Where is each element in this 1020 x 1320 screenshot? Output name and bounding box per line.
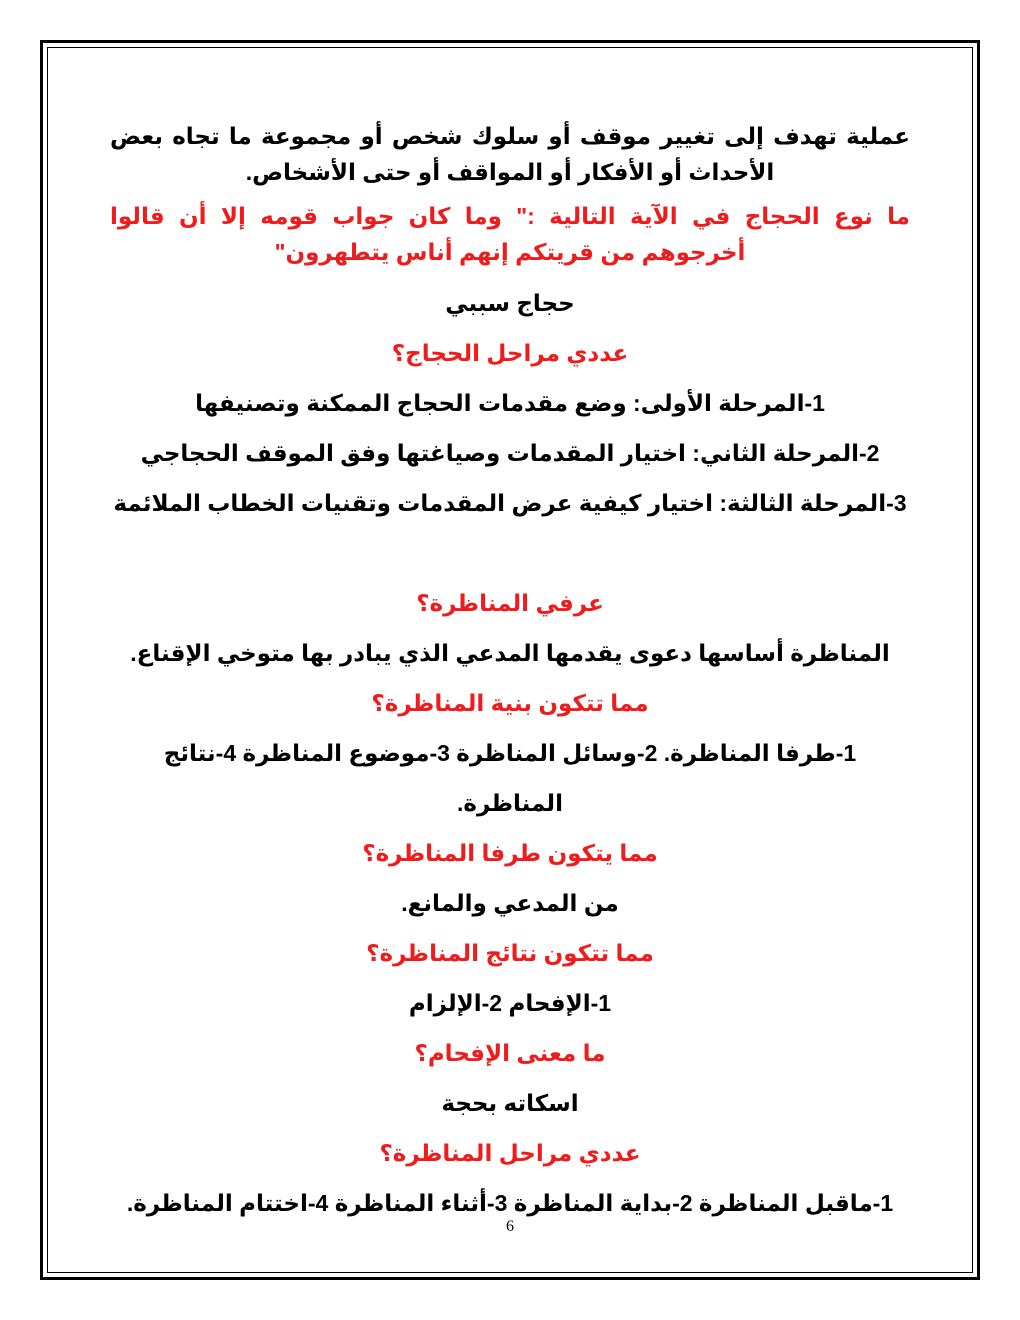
question-debate-definition: عرفي المناظرة؟: [416, 590, 604, 616]
intro-paragraph: عملية تهدف إلى تغيير موقف أو سلوك شخص أو مجموعة ما تجاه بعض الأحداث أو الأفكار أو المواقف أو حتى الأشخاص.: [110, 123, 910, 185]
answer-stage-3: 3-المرحلة الثالثة: اختيار كيفية عرض المقدمات وتقنيات الخطاب الملائمة: [113, 490, 907, 516]
answer-argument-type: حجاج سببي: [445, 290, 575, 316]
answer-debate-parties: من المدعي والمانع.: [401, 890, 619, 916]
answer-debate-structure: 1-طرفا المناظرة. 2-وسائل المناظرة 3-موضوع المناظرة 4-نتائج المناظرة.: [163, 740, 857, 816]
answer-debate-definition: المناظرة أساسها دعوى يقدمها المدعي الذي يبادر بها متوخي الإقناع.: [130, 640, 890, 666]
answer-stage-1: 1-المرحلة الأولى: وضع مقدمات الحجاج الممكنة وتصنيفها: [195, 390, 825, 416]
question-debate-stages: عددي مراحل المناظرة؟: [379, 1140, 641, 1166]
answer-debate-stages: 1-ماقبل المناظرة 2-بداية المناظرة 3-أثناء المناظرة 4-اختتام المناظرة.: [126, 1190, 894, 1216]
question-debate-parties: مما يتكون طرفا المناظرة؟: [362, 840, 658, 866]
answer-ifham-meaning: اسكاته بحجة: [441, 1090, 579, 1116]
question-debate-structure: مما تتكون بنية المناظرة؟: [371, 690, 649, 716]
blank-line: [110, 528, 910, 578]
answer-stage-2: 2-المرحلة الثاني: اختيار المقدمات وصياغتها وفق الموقف الحجاجي: [140, 440, 880, 466]
question-argument-stages: عددي مراحل الحجاج؟: [391, 340, 629, 366]
question-ifham-meaning: ما معنى الإفحام؟: [414, 1040, 606, 1066]
question-argument-type: ما نوع الحجاج في الآية التالية :" وما كان جواب قومه إلا أن قالوا أخرجوهم من قريتكم إنهم أناس يتطهرون": [110, 203, 910, 265]
question-debate-results: مما تتكون نتائج المناظرة؟: [366, 940, 654, 966]
answer-debate-results: 1-الإفحام 2-الإلزام: [408, 990, 612, 1016]
page-number: 6: [506, 1218, 514, 1235]
document-body: [110, 118, 910, 1228]
